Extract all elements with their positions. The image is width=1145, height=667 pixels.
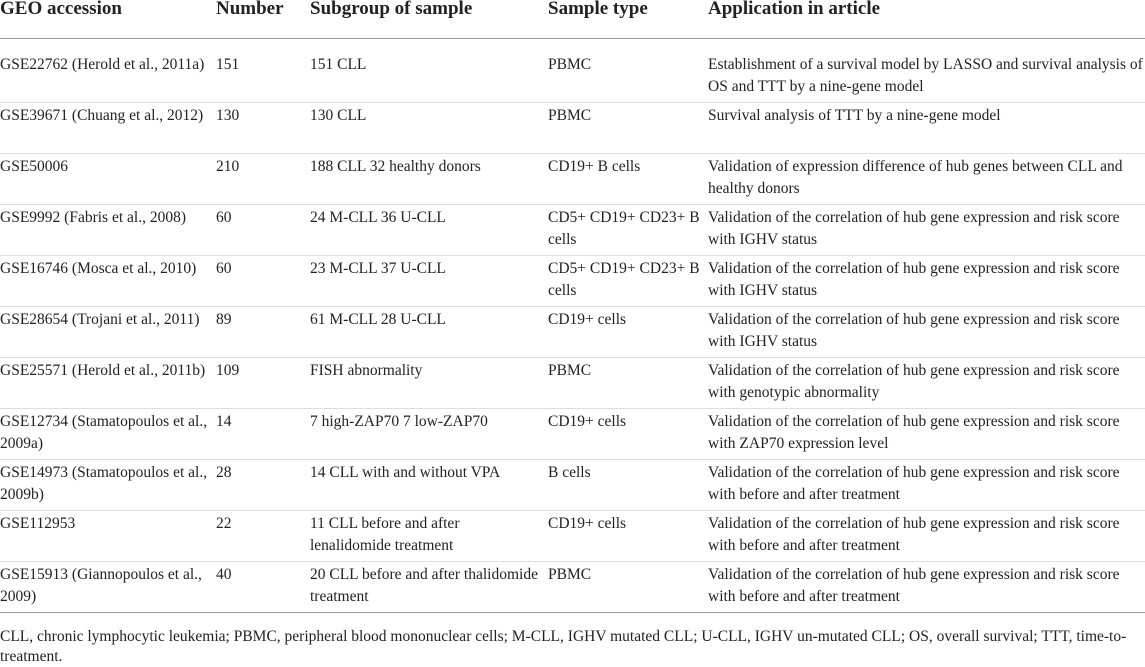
cell-subgroup: 11 CLL before and after lenalidomide treatment: [310, 510, 548, 561]
cell-subgroup: 151 CLL: [310, 38, 548, 102]
cell-accession: GSE9992 (Fabris et al., 2008): [0, 204, 216, 255]
table-row: [0, 306, 1145, 357]
header-subgroup: Subgroup of sample: [310, 0, 548, 38]
header-number: Number: [216, 0, 310, 38]
cell-accession: GSE25571 (Herold et al., 2011b): [0, 357, 216, 408]
header-sample-type: Sample type: [548, 0, 708, 38]
cell-number: 40: [216, 561, 310, 612]
cell-application: Validation of the correlation of hub gene expression and risk score with IGHV status: [708, 255, 1145, 306]
cell-sample-type: CD19+ cells: [548, 510, 708, 561]
header-application: Application in article: [708, 0, 1145, 38]
cell-accession: GSE28654 (Trojani et al., 2011): [0, 306, 216, 357]
table-row: [0, 459, 1145, 510]
cell-subgroup: 188 CLL 32 healthy donors: [310, 153, 548, 204]
cell-accession: GSE112953: [0, 510, 216, 561]
cell-number: 89: [216, 306, 310, 357]
cell-application: Validation of the correlation of hub gene expression and risk score with IGHV status: [708, 306, 1145, 357]
cell-application: Validation of the correlation of hub gene expression and risk score with IGHV status: [708, 204, 1145, 255]
cell-number: 60: [216, 204, 310, 255]
cell-number: 60: [216, 255, 310, 306]
table-row: [0, 255, 1145, 306]
table-row: [0, 357, 1145, 408]
cell-application: Validation of the correlation of hub gene expression and risk score with before and after treatment: [708, 459, 1145, 510]
cell-accession: GSE12734 (Stamatopoulos et al., 2009a): [0, 408, 216, 459]
cell-subgroup: 7 high-ZAP70 7 low-ZAP70: [310, 408, 548, 459]
cell-subgroup: FISH abnormality: [310, 357, 548, 408]
cell-accession: GSE16746 (Mosca et al., 2010): [0, 255, 216, 306]
cell-number: 210: [216, 153, 310, 204]
cell-sample-type: CD5+ CD19+ CD23+ B cells: [548, 204, 708, 255]
cell-accession: GSE22762 (Herold et al., 2011a): [0, 38, 216, 102]
table-row: [0, 561, 1145, 612]
table-body: [0, 38, 1145, 612]
header-row: [0, 0, 1145, 38]
cell-number: 130: [216, 102, 310, 153]
cell-sample-type: PBMC: [548, 102, 708, 153]
cell-sample-type: PBMC: [548, 38, 708, 102]
cell-accession: GSE15913 (Giannopoulos et al., 2009): [0, 561, 216, 612]
table-row: [0, 153, 1145, 204]
cell-sample-type: PBMC: [548, 561, 708, 612]
cell-application: Validation of the correlation of hub gene expression and risk score with before and after treatment: [708, 510, 1145, 561]
cell-subgroup: 130 CLL: [310, 102, 548, 153]
cell-number: 22: [216, 510, 310, 561]
cell-number: 109: [216, 357, 310, 408]
cell-number: 151: [216, 38, 310, 102]
cell-subgroup: 61 M-CLL 28 U-CLL: [310, 306, 548, 357]
cell-number: 14: [216, 408, 310, 459]
table-row: [0, 204, 1145, 255]
table-row: [0, 102, 1145, 153]
table-header: [0, 0, 1145, 38]
cell-application: Validation of expression difference of hub genes between CLL and healthy donors: [708, 153, 1145, 204]
cell-subgroup: 20 CLL before and after thalidomide treatment: [310, 561, 548, 612]
header-geo-accession: GEO accession: [0, 0, 216, 38]
cell-sample-type: B cells: [548, 459, 708, 510]
cell-number: 28: [216, 459, 310, 510]
cell-subgroup: 24 M-CLL 36 U-CLL: [310, 204, 548, 255]
table-row: [0, 408, 1145, 459]
cell-subgroup: 14 CLL with and without VPA: [310, 459, 548, 510]
cell-sample-type: CD5+ CD19+ CD23+ B cells: [548, 255, 708, 306]
table-footnote: CLL, chronic lymphocytic leukemia; PBMC, peripheral blood mononuclear cells; M-CLL, IGHV mutated CLL; U-CLL, IGHV un-mutated CLL; OS, overall survival; TTT, time-to-treatment.: [0, 628, 1127, 665]
cell-subgroup: 23 M-CLL 37 U-CLL: [310, 255, 548, 306]
cell-accession: GSE14973 (Stamatopoulos et al., 2009b): [0, 459, 216, 510]
table-row: [0, 38, 1145, 102]
cell-application: Validation of the correlation of hub gene expression and risk score with before and after treatment: [708, 561, 1145, 612]
cell-application: Establishment of a survival model by LASSO and survival analysis of OS and TTT by a nine-gene model: [708, 38, 1145, 102]
cell-sample-type: CD19+ B cells: [548, 153, 708, 204]
cell-application: Survival analysis of TTT by a nine-gene model: [708, 102, 1145, 153]
cell-application: Validation of the correlation of hub gene expression and risk score with genotypic abnormality: [708, 357, 1145, 408]
cell-sample-type: CD19+ cells: [548, 306, 708, 357]
cell-sample-type: CD19+ cells: [548, 408, 708, 459]
cell-application: Validation of the correlation of hub gene expression and risk score with ZAP70 expression level: [708, 408, 1145, 459]
cell-accession: GSE50006: [0, 153, 216, 204]
cell-sample-type: PBMC: [548, 357, 708, 408]
cell-accession: GSE39671 (Chuang et al., 2012): [0, 102, 216, 153]
table-row: [0, 510, 1145, 561]
